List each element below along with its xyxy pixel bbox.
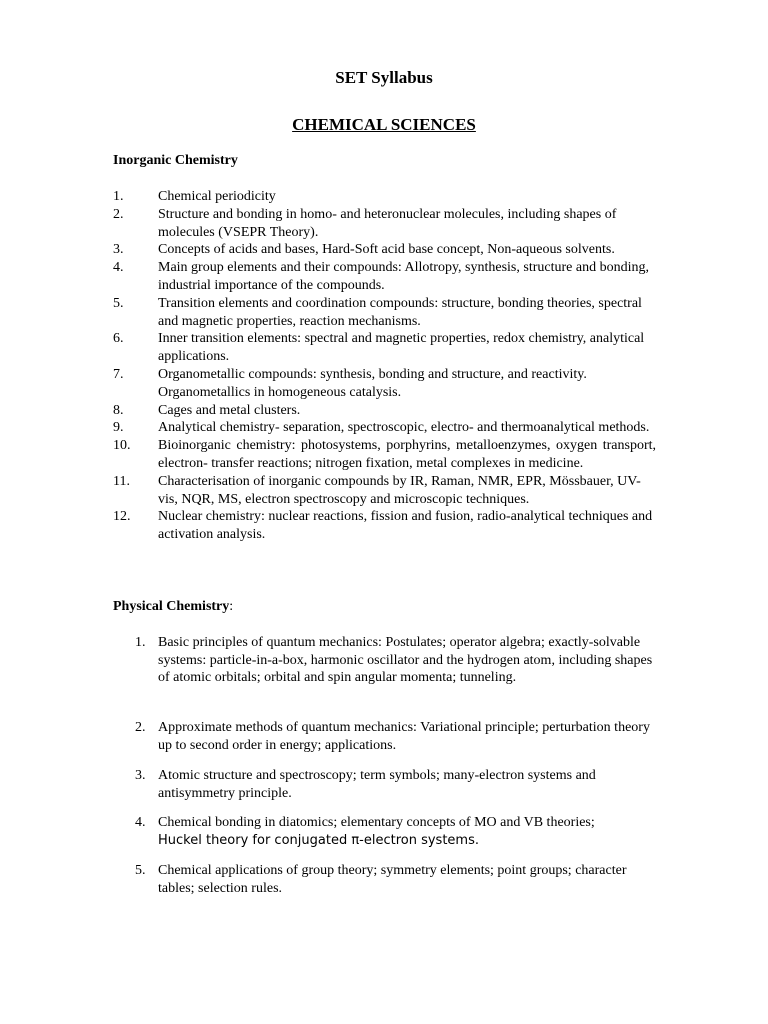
- list-item: [113, 259, 656, 295]
- list-item: [135, 719, 655, 754]
- subtitle-text: CHEMICAL SCIENCES: [292, 115, 476, 134]
- list-item: [113, 473, 656, 509]
- item-text: Chemical periodicity: [158, 189, 276, 204]
- item-text: Inner transition elements: spectral and magnetic properties, redox chemistry, analytical applications.: [158, 331, 645, 365]
- item-text-line-1: Chemical bonding in diatomics; elementary concepts of MO and VB theories;: [158, 815, 595, 830]
- item-number: 11.: [113, 473, 130, 489]
- list-item: [113, 366, 656, 402]
- item-text: Chemical applications of group theory; symmetry elements; point groups; character tables; selection rules.: [158, 863, 627, 896]
- item-text: Basic principles of quantum mechanics: Postulates; operator algebra; exactly-solvable systems: particle-in-a-box, harmonic oscillator and the hydrogen atom, including shapes of atomic orbitals; orbital and spin angular momenta; tunneling.: [158, 635, 653, 685]
- item-number: 1.: [135, 635, 146, 650]
- list-item: [113, 508, 656, 544]
- item-text: Concepts of acids and bases, Hard-Soft acid base concept, Non-aqueous solvents.: [158, 242, 615, 258]
- item-number: 2.: [113, 206, 124, 222]
- item-text: [158, 814, 655, 849]
- inorganic-chemistry-heading: Inorganic Chemistry: [113, 153, 238, 168]
- item-text: Bioinorganic chemistry: photosystems, porphyrins, metalloenzymes, oxygen transport, electron- transfer reactions; nitrogen fixation, metal complexes in medicine.: [158, 438, 656, 471]
- item-number: 12.: [113, 509, 131, 525]
- document-title: SET Syllabus: [335, 68, 433, 87]
- list-item: [113, 437, 656, 473]
- item-text: Main group elements and their compounds: Allotropy, synthesis, structure and bonding, industrial importance of the compounds.: [158, 260, 649, 293]
- item-text: Organometallic compounds: synthesis, bonding and structure, and reactivity. Organometallics in homogeneous catalysis.: [158, 366, 587, 400]
- item-number: 3.: [135, 768, 146, 783]
- item-text: Atomic structure and spectroscopy; term symbols; many-electron systems and antisymmetry principle.: [158, 768, 596, 801]
- physical-chemistry-heading: [113, 599, 233, 615]
- list-item: [113, 295, 656, 331]
- list-item: [135, 767, 655, 802]
- item-number: 6.: [113, 331, 124, 347]
- item-text: Structure and bonding in homo- and heteronuclear molecules, including shapes of molecules (VSEPR Theory).: [158, 206, 617, 240]
- item-number: 7.: [113, 366, 124, 382]
- item-number: 1.: [113, 189, 124, 204]
- document-subtitle: [0, 115, 768, 135]
- item-number: 8.: [113, 402, 124, 418]
- list-item: [135, 862, 655, 897]
- item-text: Characterisation of inorganic compounds by IR, Raman, NMR, EPR, Mössbauer, UV-vis, NQR, MS, electron spectroscopy and microscopic techniques.: [158, 473, 641, 507]
- item-number: 5.: [113, 295, 124, 311]
- item-number: 5.: [135, 863, 146, 878]
- item-number: 10.: [113, 438, 131, 454]
- physical-heading-text: Physical Chemistry: [113, 599, 230, 614]
- list-item: [113, 419, 656, 437]
- list-item: [113, 241, 656, 259]
- item-number: 3.: [113, 242, 124, 258]
- item-text: Analytical chemistry- separation, spectroscopic, electro- and thermoanalytical methods.: [158, 420, 650, 436]
- item-number: 4.: [113, 260, 124, 276]
- item-text: Cages and metal clusters.: [158, 402, 301, 418]
- list-item: [113, 188, 656, 206]
- item-text: Approximate methods of quantum mechanics: Variational principle; perturbation theory up to second order in energy; applications.: [158, 720, 650, 753]
- item-text-line-2: Huckel theory for conjugated π-electron systems.: [158, 832, 479, 848]
- list-item: [113, 330, 656, 366]
- list-item: [135, 634, 655, 687]
- item-number: 4.: [135, 815, 146, 830]
- list-item: [113, 206, 656, 242]
- physical-heading-colon: :: [229, 599, 234, 614]
- item-number: 9.: [113, 420, 124, 436]
- inorganic-topic-list: [113, 188, 656, 544]
- item-text: Transition elements and coordination compounds: structure, bonding theories, spectral and magnetic properties, reaction mechanisms.: [158, 295, 642, 329]
- item-number: 2.: [135, 720, 146, 735]
- list-item: [113, 402, 656, 420]
- list-item: [135, 814, 655, 849]
- item-text: Nuclear chemistry: nuclear reactions, fission and fusion, radio-analytical techniques and activation analysis.: [158, 509, 653, 543]
